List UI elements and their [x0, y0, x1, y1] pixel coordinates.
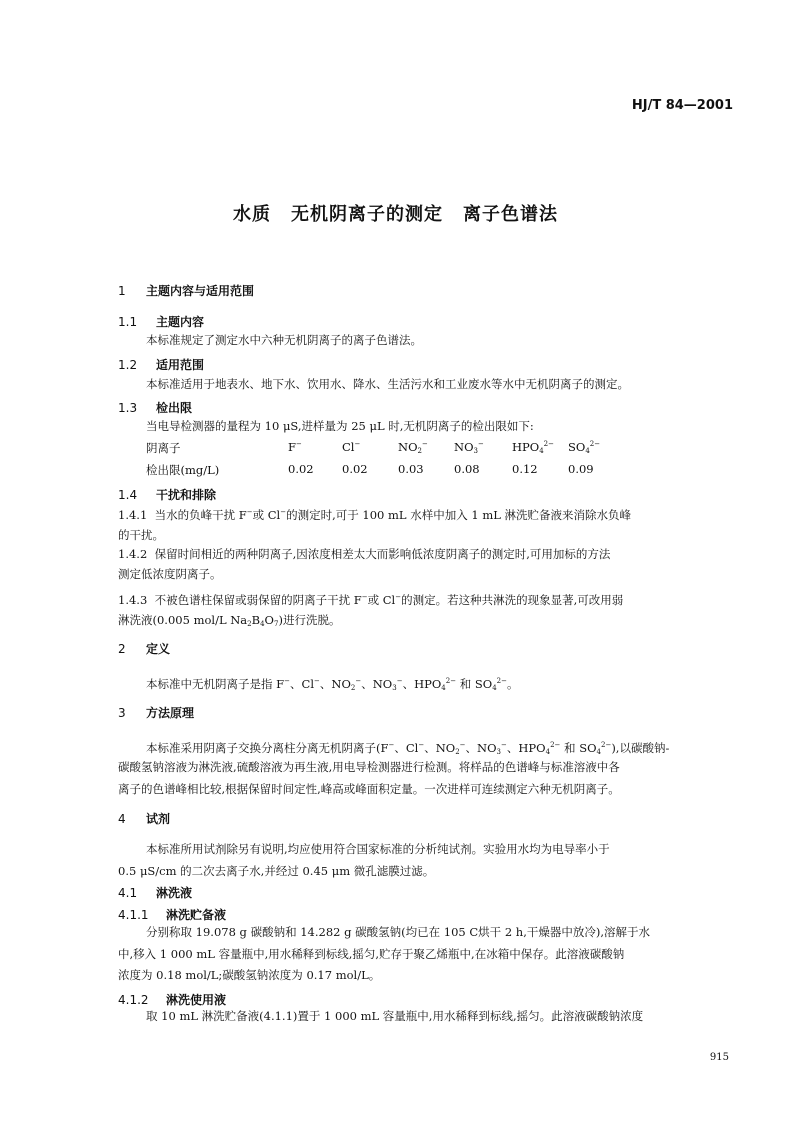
limit-value: 0.09	[568, 462, 594, 476]
section-4-line-2: 0.5 μS/cm 的二次去离子水,并经过 0.45 μm 微孔滤膜过滤。	[118, 864, 435, 878]
standard-code: HJ/T 84—2001	[631, 98, 733, 113]
section-3-line-2: 碳酸氢钠溶液为淋洗液,硫酸溶液为再生液,用电导检测器进行检测。将样品的色谱峰与标准溶液中各	[118, 760, 620, 774]
section-4-1-1-heading: 4.1.1 淋洗贮备液	[118, 908, 227, 922]
section-1-heading: 1 主题内容与适用范围	[118, 284, 255, 298]
paragraph-1-4-2: 1.4.2 保留时间相近的两种阴离子,因浓度相差太大而影响低浓度阴离子的测定时,可用加标的方法 测定低浓度阴离子。	[118, 547, 611, 581]
limit-value: 0.12	[512, 462, 538, 476]
ion-so4: $SO_4^{2-}$	[568, 440, 601, 455]
section-1-1-text: 本标准规定了测定水中六种无机阴离子的离子色谱法。	[146, 333, 422, 347]
section-4-1-1-line-2: 中,移入 1 000 mL 容量瓶中,用水稀释到标线,摇匀,贮存于聚乙烯瓶中,在冰箱中保存。此溶液碳酸钠	[118, 947, 625, 961]
document-title	[0, 200, 791, 226]
section-1-2-text: 本标准适用于地表水、地下水、饮用水、降水、生活污水和工业废水等水中无机阴离子的测定。	[146, 377, 629, 391]
section-4-1-heading: 4.1 淋洗液	[118, 886, 193, 900]
ion-no2: $NO_2^-$	[398, 440, 428, 455]
section-1-3-heading: 1.3 检出限	[118, 401, 193, 415]
limit-value: 0.02	[288, 462, 314, 476]
limit-label: 检出限(mg/L)	[146, 463, 220, 477]
limit-value: 0.02	[342, 462, 368, 476]
title-part-1: 水质	[233, 204, 271, 225]
anion-label: 阴离子	[146, 441, 181, 455]
section-3-line-3: 离子的色谱峰相比较,根据保留时间定性,峰高或峰面积定量。一次进样可连续测定六种无机阴离子。	[118, 782, 620, 796]
ion-cl: Cl−	[342, 440, 361, 454]
section-1-3-text: 当电导检测器的量程为 10 μS,进样量为 25 μL 时,无机阴离子的检出限如下:	[146, 419, 534, 433]
paragraph-1-4-3: 1.4.3 不被色谱柱保留或弱保留的阴离子干扰 F−或 Cl−的测定。若这种共淋洗的现象显著,可改用弱 淋洗液(0.005 mol/L $Na_2B_4O_7$)进行洗脱。	[118, 593, 624, 628]
ion-hpo4: $HPO_4^{2-}$	[512, 440, 554, 455]
section-1-4-heading: 1.4 干扰和排除	[118, 488, 217, 502]
section-4-1-2-line-1: 取 10 mL 淋洗贮备液(4.1.1)置于 1 000 mL 容量瓶中,用水稀释到标线,摇匀。此溶液碳酸钠浓度	[146, 1009, 644, 1023]
title-part-3: 离子色谱法	[463, 204, 558, 225]
section-2-heading: 2 定义	[118, 642, 171, 656]
paragraph-1-4-1: 1.4.1 当水的负峰干扰 F−或 Cl−的测定时,可于 100 mL 水样中加入 1 mL 淋洗贮备液来消除水负峰 的干扰。	[118, 508, 632, 542]
section-2-text: 本标准中无机阴离子是指 F−、Cl−、$NO_2^-$、$NO_3^-$、$HPO_4^{2-}$ 和 $SO_4^{2-}$。	[146, 677, 519, 692]
section-4-heading: 4 试剂	[118, 812, 171, 826]
section-3-line-1: 本标准采用阴离子交换分离柱分离无机阴离子(F−、Cl−、$NO_2^-$、$NO_3^-$、$HPO_4^{2-}$ 和 $SO_4^{2-}$),以碳酸钠-	[146, 741, 670, 756]
ion-f: F−	[288, 440, 302, 454]
section-1-1-heading: 1.1 主题内容	[118, 315, 205, 329]
limit-value: 0.03	[398, 462, 424, 476]
ion-no3: $NO_3^-$	[454, 440, 484, 455]
section-4-1-1-line-3: 浓度为 0.18 mol/L;碳酸氢钠浓度为 0.17 mol/L。	[118, 968, 381, 982]
section-4-1-2-heading: 4.1.2 淋洗使用液	[118, 993, 227, 1007]
limit-value: 0.08	[454, 462, 480, 476]
section-3-heading: 3 方法原理	[118, 706, 195, 720]
section-1-2-heading: 1.2 适用范围	[118, 358, 205, 372]
page-number: 915	[709, 1052, 729, 1063]
section-4-1-1-line-1: 分别称取 19.078 g 碳酸钠和 14.282 g 碳酸氢钠(均已在 105 C烘干 2 h,干燥器中放冷),溶解于水	[146, 925, 651, 939]
title-part-2: 无机阴离子的测定	[291, 204, 443, 225]
section-4-line-1: 本标准所用试剂除另有说明,均应使用符合国家标准的分析纯试剂。实验用水均为电导率小于	[146, 842, 610, 856]
